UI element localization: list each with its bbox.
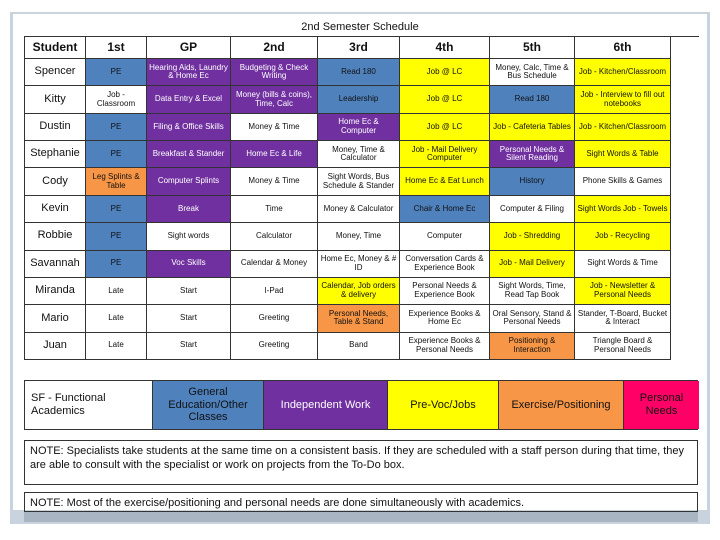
- column-header: 4th: [400, 37, 490, 59]
- column-header: 5th: [490, 37, 575, 59]
- schedule-cell: Chair & Home Ec: [400, 196, 490, 223]
- legend-item: SF - Functional Academics: [25, 381, 153, 429]
- schedule-table: [24, 36, 699, 360]
- schedule-cell: Late: [86, 278, 147, 305]
- schedule-cell: Read 180: [318, 59, 400, 86]
- schedule-cell: Late: [86, 333, 147, 360]
- schedule-cell: Computer Splints: [147, 168, 231, 195]
- schedule-cell: Start: [147, 333, 231, 360]
- schedule-cell: Home Ec & Computer: [318, 114, 400, 141]
- student-name: Savannah: [25, 251, 86, 278]
- legend-item: Independent Work: [264, 381, 388, 429]
- legend-item: Personal Needs: [624, 381, 699, 429]
- schedule-cell: Money, Time: [318, 223, 400, 250]
- schedule-cell: Sight Words & Time: [575, 251, 671, 278]
- schedule-cell: PE: [86, 223, 147, 250]
- schedule-cell: Phone Skills & Games: [575, 168, 671, 195]
- schedule-cell: Sight Words, Time, Read Tap Book: [490, 278, 575, 305]
- column-header: 2nd: [231, 37, 318, 59]
- schedule-cell: Calendar & Money: [231, 251, 318, 278]
- student-name: Juan: [25, 333, 86, 360]
- column-header: 3rd: [318, 37, 400, 59]
- schedule-cell: Job - Recycling: [575, 223, 671, 250]
- schedule-cell: Job @ LC: [400, 59, 490, 86]
- schedule-cell: Home Ec & Eat Lunch: [400, 168, 490, 195]
- schedule-cell: Computer & Filing: [490, 196, 575, 223]
- schedule-cell: Leg Splints & Table: [86, 168, 147, 195]
- slide-frame-top: [10, 12, 710, 14]
- column-header: 1st: [86, 37, 147, 59]
- schedule-cell: Job - Mail Delivery Computer: [400, 141, 490, 168]
- student-name: Cody: [25, 168, 86, 195]
- schedule-cell: Break: [147, 196, 231, 223]
- schedule-cell: Computer: [400, 223, 490, 250]
- schedule-cell: Positioning & Interaction: [490, 333, 575, 360]
- column-header: GP: [147, 37, 231, 59]
- schedule-cell: Stander, T-Board, Bucket & Interact: [575, 305, 671, 332]
- color-legend: [24, 380, 698, 430]
- schedule-cell: Job - Shredding: [490, 223, 575, 250]
- schedule-cell: Band: [318, 333, 400, 360]
- schedule-cell: Voc Skills: [147, 251, 231, 278]
- schedule-cell: Home Ec & Life: [231, 141, 318, 168]
- column-header: Student: [25, 37, 86, 59]
- schedule-cell: Conversation Cards & Experience Book: [400, 251, 490, 278]
- schedule-cell: Money & Calculator: [318, 196, 400, 223]
- schedule-cell: PE: [86, 251, 147, 278]
- schedule-cell: Home Ec, Money & # ID: [318, 251, 400, 278]
- student-name: Spencer: [25, 59, 86, 86]
- schedule-cell: Sight Words, Bus Schedule & Stander: [318, 168, 400, 195]
- schedule-cell: Oral Sensory, Stand & Personal Needs: [490, 305, 575, 332]
- schedule-cell: Job - Kitchen/Classroom: [575, 114, 671, 141]
- schedule-cell: Calendar, Job orders & delivery: [318, 278, 400, 305]
- schedule-cell: Job @ LC: [400, 114, 490, 141]
- schedule-cell: Triangle Board & Personal Needs: [575, 333, 671, 360]
- schedule-cell: History: [490, 168, 575, 195]
- schedule-cell: Experience Books & Home Ec: [400, 305, 490, 332]
- schedule-cell: Personal Needs & Experience Book: [400, 278, 490, 305]
- slide-frame-left: [10, 12, 13, 524]
- schedule-cell: PE: [86, 141, 147, 168]
- schedule-cell: Sight words: [147, 223, 231, 250]
- schedule-cell: Data Entry & Excel: [147, 86, 231, 113]
- schedule-cell: Personal Needs & Silent Reading: [490, 141, 575, 168]
- schedule-cell: Job @ LC: [400, 86, 490, 113]
- schedule-cell: PE: [86, 114, 147, 141]
- slide-frame-bottom-inner: [24, 512, 698, 522]
- student-name: Kevin: [25, 196, 86, 223]
- schedule-cell: PE: [86, 59, 147, 86]
- page-title: 2nd Semester Schedule: [301, 21, 419, 33]
- schedule-cell: Money, Time & Calculator: [318, 141, 400, 168]
- column-header: 6th: [575, 37, 671, 59]
- schedule-cell: Sight Words Job - Towels: [575, 196, 671, 223]
- schedule-cell: PE: [86, 196, 147, 223]
- schedule-cell: Money & Time: [231, 114, 318, 141]
- legend-item: General Education/Other Classes: [153, 381, 264, 429]
- schedule-cell: Money, Calc, Time & Bus Schedule: [490, 59, 575, 86]
- schedule-cell: Filing & Office Skills: [147, 114, 231, 141]
- schedule-cell: Sight Words & Table: [575, 141, 671, 168]
- schedule-cell: Budgeting & Check Writing: [231, 59, 318, 86]
- legend-item: Pre-Voc/Jobs: [388, 381, 499, 429]
- schedule-cell: Experience Books & Personal Needs: [400, 333, 490, 360]
- slide-frame-right: [707, 12, 710, 524]
- schedule-cell: Money (bills & coins), Time, Calc: [231, 86, 318, 113]
- schedule-cell: Job - Classroom: [86, 86, 147, 113]
- schedule-cell: Greeting: [231, 305, 318, 332]
- student-name: Mario: [25, 305, 86, 332]
- schedule-cell: Money & Time: [231, 168, 318, 195]
- schedule-cell: Late: [86, 305, 147, 332]
- schedule-cell: Hearing Aids, Laundry & Home Ec: [147, 59, 231, 86]
- student-name: Kitty: [25, 86, 86, 113]
- note-specialists: NOTE: Specialists take students at the same time on a consistent basis. If they are scheduled with a staff person during that time, they are able to consult with the specialist or work on projects from the To-Do box.: [24, 440, 698, 485]
- schedule-cell: Job - Interview to fill out notebooks: [575, 86, 671, 113]
- schedule-cell: Start: [147, 278, 231, 305]
- schedule-cell: Job - Mail Delivery: [490, 251, 575, 278]
- student-name: Miranda: [25, 278, 86, 305]
- schedule-cell: Read 180: [490, 86, 575, 113]
- student-name: Dustin: [25, 114, 86, 141]
- schedule-cell: Greeting: [231, 333, 318, 360]
- schedule-cell: Job - Newsletter & Personal Needs: [575, 278, 671, 305]
- schedule-cell: Leadership: [318, 86, 400, 113]
- legend-item: Exercise/Positioning: [499, 381, 624, 429]
- student-name: Robbie: [25, 223, 86, 250]
- schedule-cell: Time: [231, 196, 318, 223]
- schedule-cell: Calculator: [231, 223, 318, 250]
- schedule-cell: Job - Cafeteria Tables: [490, 114, 575, 141]
- schedule-cell: I-Pad: [231, 278, 318, 305]
- schedule-cell: Start: [147, 305, 231, 332]
- student-name: Stephanie: [25, 141, 86, 168]
- note-exercise: NOTE: Most of the exercise/positioning and personal needs are done simultaneously with academics.: [24, 492, 698, 512]
- schedule-cell: Breakfast & Stander: [147, 141, 231, 168]
- schedule-cell: Personal Needs, Table & Stand: [318, 305, 400, 332]
- schedule-cell: Job - Kitchen/Classroom: [575, 59, 671, 86]
